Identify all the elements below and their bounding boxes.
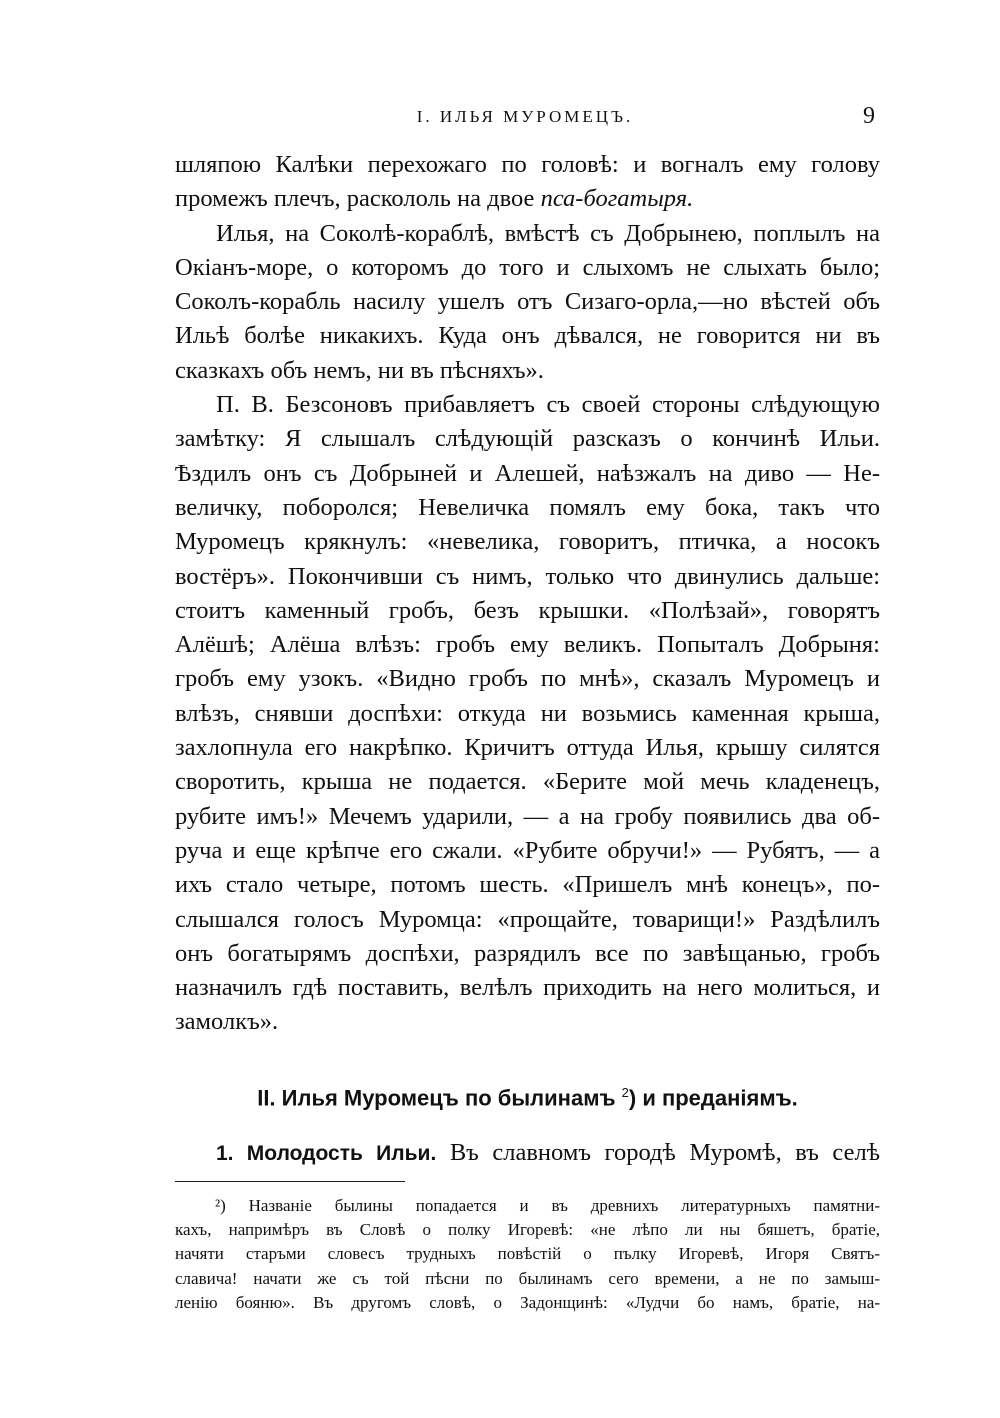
page-number: 9 bbox=[863, 103, 875, 129]
text-line: замѣтку: Я слышалъ слѣдующiй разсказъ о кончинѣ Ильи. bbox=[175, 425, 880, 453]
text-line: Ѣздилъ онъ съ Добрыней и Алешей, наѣзжалъ на диво — Не- bbox=[175, 459, 880, 487]
text-line: Окiанъ-море, о которомъ до того и слыхомъ не слыхать было; bbox=[175, 253, 880, 281]
text-line: захлопнула его накрѣпко. Кричитъ оттуда Илья, крышу силятся bbox=[175, 734, 880, 762]
footnote-marker: ²) bbox=[215, 1196, 226, 1215]
text-line: сказкахъ объ немъ, ни въ пѣсняхъ». bbox=[175, 356, 544, 384]
text-line: величку, поборолся; Невеличка помялъ ему бока, такъ что bbox=[175, 493, 880, 521]
text-line: гробъ ему узокъ. «Видно гробъ по мнѣ», сказалъ Муромецъ и bbox=[175, 665, 880, 693]
footnote-line: славича! начати же съ той пѣсни по былинамъ сего времени, а не по замыш- bbox=[175, 1268, 880, 1288]
text-line: назначилъ гдѣ поставить, велѣлъ приходить на него молиться, и bbox=[175, 974, 880, 1002]
text-line: Илья, на Соколѣ-кораблѣ, вмѣстѣ съ Добрынею, поплылъ на bbox=[216, 219, 880, 247]
text-line: стоитъ каменный гробъ, безъ крышки. «Полѣзай», говорятъ bbox=[175, 596, 880, 624]
text-line: своротить, крыша не подается. «Берите мой мечь кладенецъ, bbox=[175, 768, 880, 796]
text-line: руча и еще крѣпче его сжали. «Рубите обручи!» — Рубятъ, — а bbox=[175, 836, 880, 864]
footnote-line: начяти старъми словесъ трудныхъ повѣстiй о пълку Игоревѣ, Игоря Святъ- bbox=[175, 1244, 880, 1264]
text-line: онъ богатырямъ доспѣхи, разрядилъ все по завѣщанью, гробъ bbox=[175, 939, 880, 967]
paragraph-1 bbox=[175, 148, 880, 217]
text-line: замолкъ». bbox=[175, 1008, 279, 1036]
footnote-line: кахъ, напримѣръ въ Словѣ о полку Игоревѣ: «не лѣпо ли ны бяшетъ, братiе, bbox=[175, 1220, 880, 1240]
subsection-text: Въ славномъ городѣ Муромѣ, въ селѣ bbox=[449, 1139, 881, 1166]
text-line: ихъ стало четыре, потомъ шесть. «Пришелъ мнѣ конецъ», по- bbox=[175, 871, 880, 899]
text-line: влѣзъ, снявши доспѣхи: откуда ни возьмись каменная крыша, bbox=[175, 699, 880, 727]
text-line bbox=[175, 182, 880, 216]
footnote-line: ленiю бояню». Въ другомъ словѣ, о Задонщинѣ: «Лудчи бо намъ, братiе, на- bbox=[175, 1292, 880, 1312]
section-heading bbox=[175, 1078, 880, 1113]
body-text bbox=[175, 148, 880, 1040]
paragraph-3 bbox=[175, 388, 880, 1040]
text-line: слышался голосъ Муромца: «прощайте, товарищи!» Раздѣлилъ bbox=[175, 905, 880, 933]
section-heading-text-after: ) и преданiямъ. bbox=[628, 1085, 798, 1111]
footnote-line bbox=[175, 1194, 880, 1218]
subsection-first-line bbox=[175, 1136, 880, 1170]
running-head bbox=[175, 103, 875, 133]
footnote bbox=[175, 1194, 880, 1315]
running-title: I. ИЛЬЯ МУРОМЕЦЪ. bbox=[416, 107, 634, 126]
subsection-label: 1. Молодость Ильи. bbox=[216, 1142, 437, 1165]
paragraph-2 bbox=[175, 217, 880, 388]
text-line: Соколъ-корабль насилу ушелъ отъ Сизаго-орла,—но вѣстей объ bbox=[175, 288, 880, 316]
footnote-line-text: Названiе былины попадается и въ древнихъ литературныхъ памятни- bbox=[248, 1196, 880, 1215]
text-line: шляпою Калѣки перехожаго по головѣ: и вогналъ ему голову bbox=[175, 151, 880, 178]
text-line: востёръ». Покончивши съ нимъ, только что двинулись дальше: bbox=[175, 562, 880, 590]
text-line: рубите имъ!» Мечемъ ударили, — а на гробу появились два об- bbox=[175, 802, 880, 830]
text-line: Муромецъ крякнулъ: «невелика, говоритъ, птичка, а носокъ bbox=[175, 528, 880, 556]
text-line: П. В. Безсоновъ прибавляетъ съ своей стороны слѣдующую bbox=[216, 391, 880, 419]
text-line: Алёшѣ; Алёша влѣзъ: гробъ ему великъ. Попыталъ Добрыня: bbox=[175, 631, 880, 659]
footnote-divider bbox=[175, 1181, 405, 1182]
section-heading-text: II. Илья Муромецъ по былинамъ bbox=[257, 1085, 616, 1111]
italic-term: пса-богатыря. bbox=[540, 185, 694, 213]
text-line: Ильѣ болѣе никакихъ. Куда онъ дѣвался, не говорится ни въ bbox=[175, 322, 880, 350]
footnote-ref: 2 bbox=[621, 1085, 629, 1100]
text-line-part: промежъ плечъ, раскололь на двое bbox=[175, 185, 535, 213]
